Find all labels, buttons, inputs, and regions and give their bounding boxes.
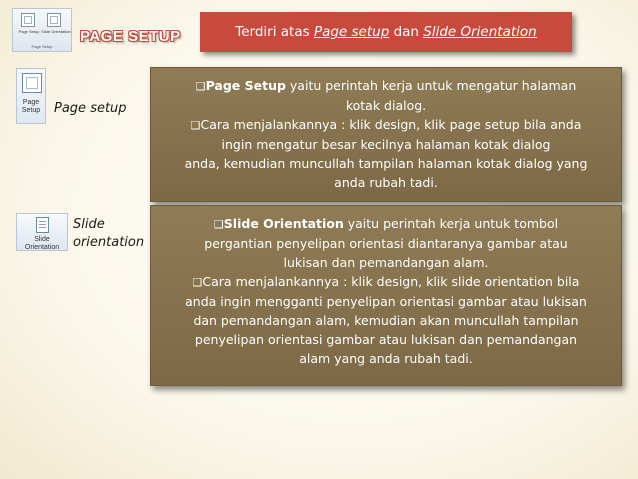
page-setup-def-line1: ❑Page Setup yaitu perintah kerja untuk mengatur halaman <box>195 78 577 93</box>
ribbon-thumbnail <box>12 8 72 52</box>
slide-orientation-how-line4: penyelipan orientasi gambar atau lukisan dan pemandangan <box>194 332 578 347</box>
page-setup-how-line2: ingin mengatur besar kecilnya halaman kotak dialog <box>221 137 551 152</box>
bullet-icon: ❑ <box>190 119 201 132</box>
bullet-icon: ❑ <box>195 80 206 93</box>
banner-middle: dan <box>389 24 424 40</box>
page-setup-description-box <box>150 67 622 202</box>
page-setup-how-line1: ❑Cara menjalankannya : klik design, klik page setup bila anda <box>190 117 582 132</box>
top-banner <box>200 12 572 52</box>
page-setup-how-line3: anda, kemudian muncullah tampilan halaman kotak dialog yang <box>184 156 588 171</box>
page-setup-thumb-icon <box>21 13 35 27</box>
bullet-icon: ❑ <box>192 276 203 289</box>
page-setup-icon-caption: Page Setup <box>21 99 41 114</box>
slide-orientation-how-line5: alam yang anda rubah tadi. <box>299 351 473 366</box>
slide-orientation-description-box <box>150 205 622 386</box>
slide-orientation-icon-caption: Slide Orientation <box>24 236 60 251</box>
thumb-group-label: Page Setup <box>31 44 53 49</box>
slide-orientation-how-line1: ❑Cara menjalankannya : klik design, klik slide orientation bila <box>192 274 580 289</box>
slide-orientation-how-line3: dan pemandangan alam, kemudian akan muncullah tampilan <box>193 313 579 328</box>
slide-orientation-def-line1: ❑Slide Orientation yaitu perintah kerja untuk tombol <box>213 216 559 231</box>
bullet-icon: ❑ <box>213 218 224 231</box>
page-setup-term: Page Setup <box>205 78 286 93</box>
slide-orientation-label: Slide orientation <box>73 217 145 250</box>
page-setup-def-line2: kotak dialog. <box>345 98 427 113</box>
page-setup-icon <box>16 68 46 124</box>
thumb-label-slide-orientation: Slide Orientation <box>41 29 71 34</box>
page-setup-label: Page setup <box>54 101 127 116</box>
slide-orientation-term: Slide Orientation <box>223 216 344 231</box>
slide-orientation-def-line2: pergantian penyelipan orientasi diantaranya gambar atau <box>204 236 568 251</box>
page-icon <box>22 73 42 93</box>
slide-orientation-thumb-icon <box>47 13 61 27</box>
banner-item-page-setup: Page setup <box>313 24 390 40</box>
slide-orientation-def-line3: lukisan dan pemandangan alam. <box>283 255 489 270</box>
page-setup-how-line4: anda rubah tadi. <box>334 175 438 190</box>
thumb-label-page-setup: Page Setup <box>18 29 40 34</box>
banner-prefix: Terdiri atas <box>235 24 314 40</box>
page-title: PAGE SETUP <box>80 28 181 45</box>
slide-orientation-icon <box>16 213 68 251</box>
slide-orientation-how-line2: anda ingin mengganti penyelipan orientasi gambar atau lukisan <box>185 294 587 309</box>
banner-item-slide-orientation: Slide Orientation <box>423 24 537 40</box>
document-icon <box>36 217 49 233</box>
